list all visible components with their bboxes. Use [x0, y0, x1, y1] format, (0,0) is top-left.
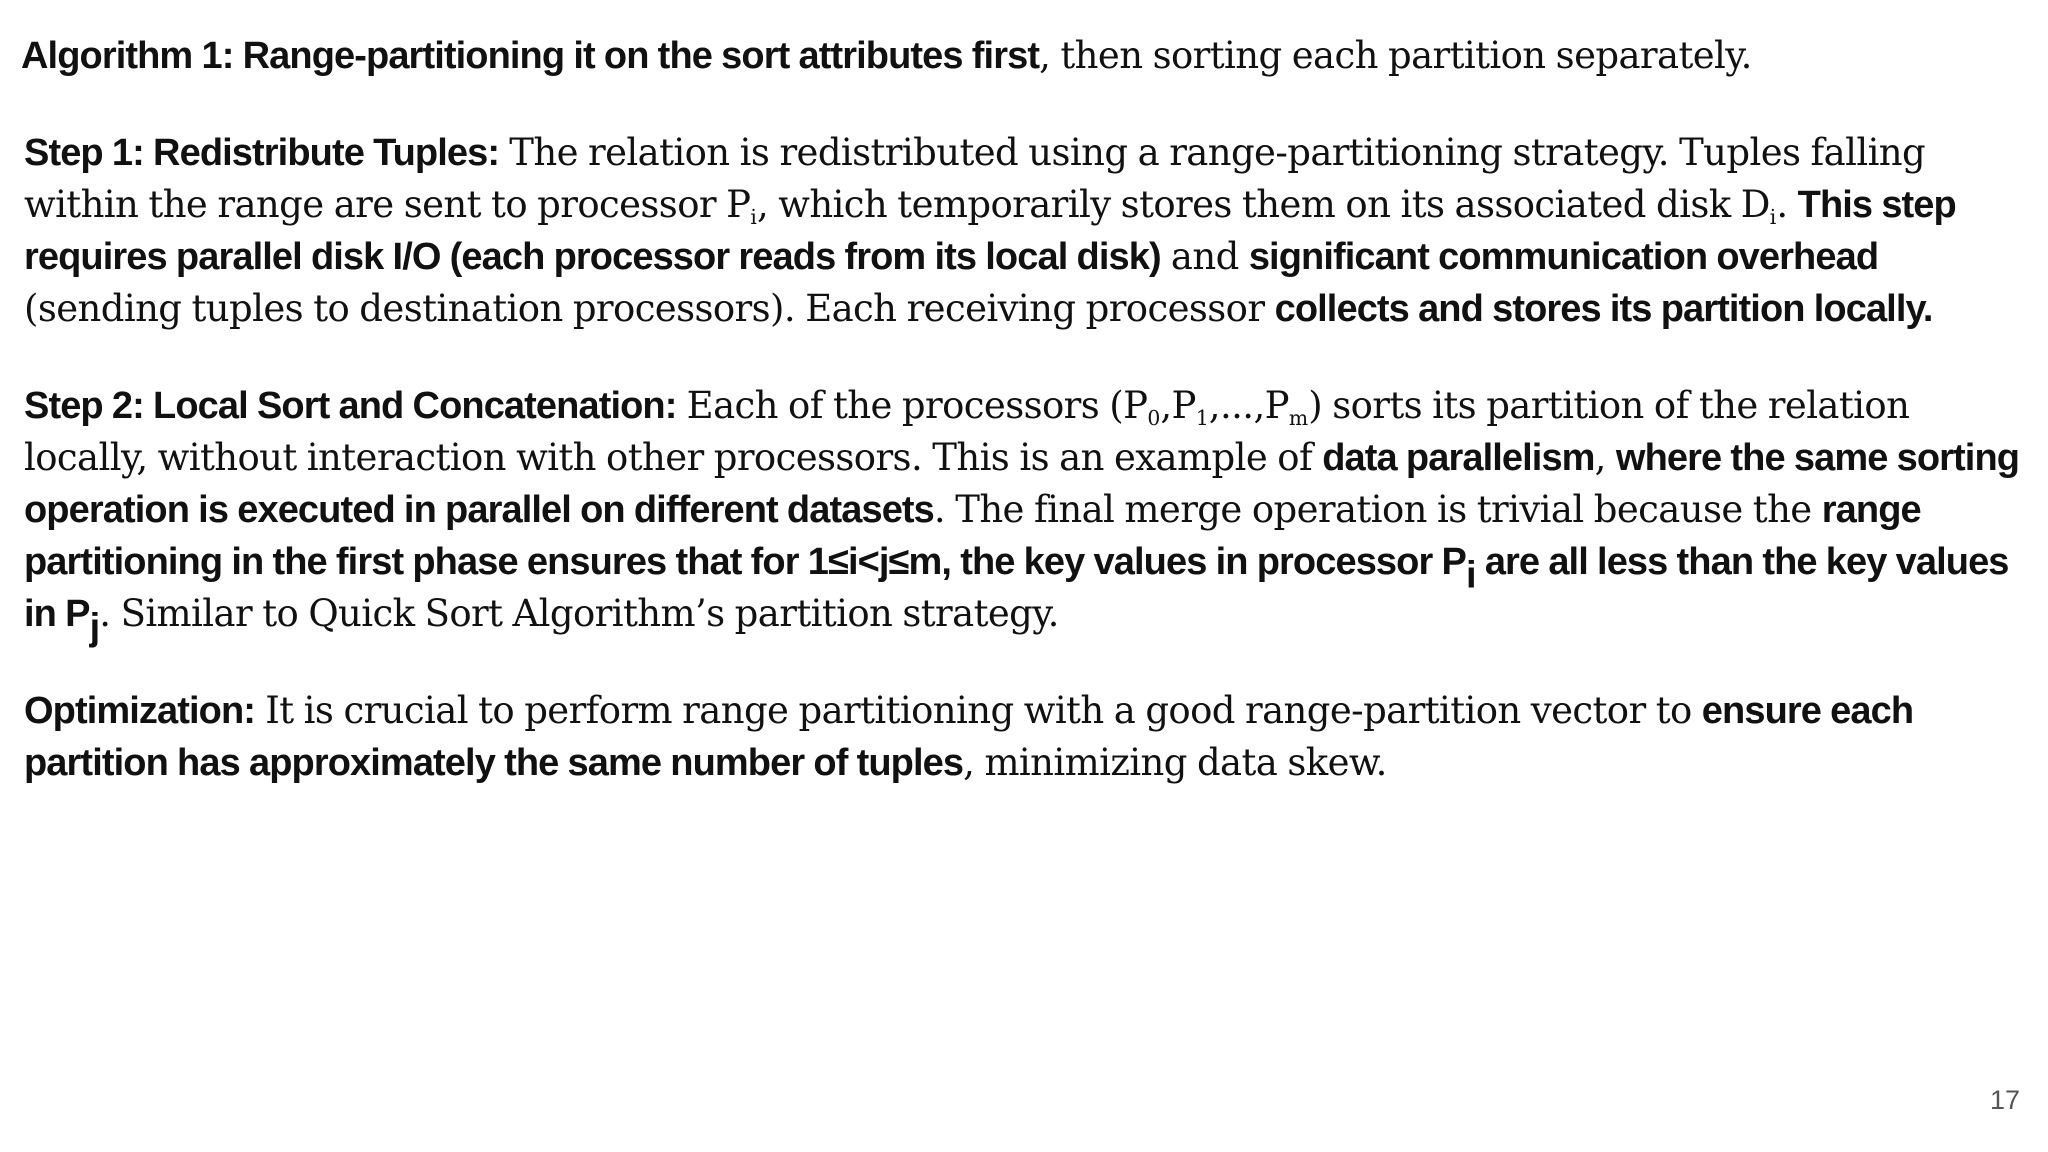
step1-heading: Step 1: Redistribute Tuples:: [24, 132, 500, 174]
algorithm-title: Algorithm 1: Range-partitioning it on the sort attributes first: [21, 35, 1040, 77]
step1-text-2: , which temporarily stores them on its associated disk D: [756, 183, 1770, 226]
optimization-text-2: , minimizing data skew.: [963, 741, 1387, 784]
optimization-paragraph: [24, 685, 2024, 789]
slide-content: [21, 30, 2024, 789]
step1-paragraph: [24, 127, 2024, 335]
step2-text-3: ,...,P: [1208, 384, 1289, 427]
step2-bold-1: data parallelism: [1322, 437, 1595, 479]
step2-bold-4: are all less than the key values in P: [24, 541, 2009, 635]
step2-text-4: ) sorts its partition of the relation locally, without interaction with other processors. This is an example of: [24, 384, 1910, 479]
step2-text-6: . The final merge operation is trivial because the: [933, 488, 1822, 531]
step2-text-2: ,P: [1160, 384, 1196, 427]
step2-text-5: ,: [1594, 436, 1616, 479]
step2-bold-2: where the same sorting operation is executed in parallel on different datasets: [24, 437, 2020, 531]
algorithm-description: , then sorting each partition separately.: [1039, 34, 1752, 77]
page-number: 17: [1989, 1085, 2020, 1115]
step2-subscript-m: m: [1288, 406, 1309, 431]
step2-subscript-1: 1: [1195, 406, 1209, 431]
step1-text-1: The relation is redistributed using a range-partitioning strategy. Tuples falling within the range are sent to processor P: [24, 131, 1926, 226]
step2-bold-subscript-i: i: [1465, 554, 1476, 597]
step2-text-1: Each of the processors (P: [676, 384, 1148, 427]
optimization-heading: Optimization:: [24, 690, 256, 732]
step1-bold-3: collects and stores its partition locally.: [1274, 288, 1933, 330]
optimization-bold-1: ensure each partition has approximately the same number of tuples: [24, 690, 1914, 784]
step1-text-4: and: [1160, 235, 1249, 278]
step2-subscript-0: 0: [1147, 406, 1161, 431]
step1-bold-1: This step requires parallel disk I/O (each processor reads from its local disk): [24, 184, 1956, 278]
step1-text-5: (sending tuples to destination processors). Each receiving processor: [24, 287, 1275, 330]
step2-heading: Step 2: Local Sort and Concatenation:: [24, 385, 677, 427]
algorithm-line: [21, 30, 2024, 82]
step2-paragraph: [24, 380, 2024, 649]
step2-bold-3: range partitioning in the first phase ensures that for 1≤i<j≤m, the key values in processor P: [24, 489, 1921, 583]
step2-text-7: . Similar to Quick Sort Algorithm’s partition strategy.: [99, 592, 1059, 635]
step1-subscript-p: i: [750, 205, 757, 230]
step1-bold-2: significant communication overhead: [1248, 236, 1879, 278]
step1-text-3: .: [1776, 183, 1798, 226]
step1-subscript-d: i: [1769, 205, 1777, 230]
optimization-text-1: It is crucial to perform range partitioning with a good range-partition vector to: [255, 689, 1702, 732]
step2-bold-subscript-j: j: [89, 606, 100, 649]
